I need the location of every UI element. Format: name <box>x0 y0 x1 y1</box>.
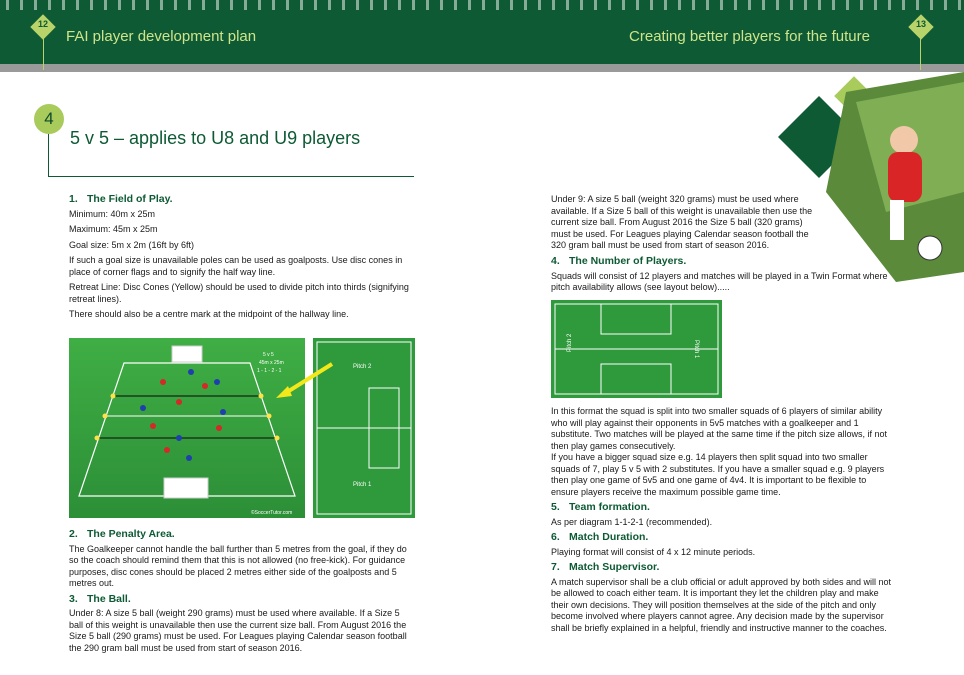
field-outline <box>79 363 295 496</box>
formation-label-1: 5 v 5 <box>263 352 274 358</box>
diagram-copyright: ©SoccerTutor.com <box>251 510 293 516</box>
formation-label-2: 45m x 25m <box>259 360 284 366</box>
cone-markers <box>95 394 280 441</box>
heading-text: Team formation. <box>569 501 650 513</box>
heading-text: Match Supervisor. <box>569 561 660 573</box>
left-column-bottom <box>69 529 414 658</box>
small-pitch-box-top <box>601 304 671 334</box>
field-minimum: Minimum: 40m x 25m <box>69 208 156 219</box>
heading-field-of-play <box>69 194 409 206</box>
under-9-ball-paragraph: Under 9: A size 5 ball (weight 320 grams) must be used where available. If a Size 5 ball of this weight is unavailable then use the current size ball. From August 2016 the Size 5 ball (320 grams) must be used. For Leagues playing Calendar season football the 320 gram ball must be used from start of season 2016. <box>551 194 813 250</box>
centre-mark-paragraph: There should also be a centre mark at the midpoint of the hallway line. <box>69 309 349 319</box>
penalty-area-paragraph: The Goalkeeper cannot handle the ball further than 5 metres from the goal, if they do so the coach should remind them that this is not allowed (no free-kick). For guidance purposes, disc cones should be placed 2 metres either side of the goalposts and 5 metres out. <box>69 543 407 588</box>
twin-format-pitch <box>551 300 722 398</box>
field-maximum: Maximum: 45m x 25m <box>69 224 158 234</box>
heading-penalty-area <box>69 529 414 541</box>
blue-players <box>140 369 226 461</box>
section-line-vertical <box>48 134 49 176</box>
goalposts-paragraph: If such a goal size is unavailable poles can be used as goalposts. Use disc cones in place of corner flags and to signify the half way line. <box>69 255 403 277</box>
supervisor-paragraph: A match supervisor shall be a club official or adult approved by both sides and will not be allowed to coach either team. It is important they let the children play and make their own decisions. They will position themselves at the side of the pitch and only become involved where players cannot agree. Any decision made by the supervisor shall be briefly explained in a helpful, friendly and instructive manner to the coaches. <box>551 576 892 633</box>
duration-paragraph: Playing format will consist of 4 x 12 minute periods. <box>551 546 756 557</box>
formation-label-3: 1 - 1 - 2 - 1 <box>257 368 282 374</box>
squad-size-paragraph: If you have a bigger squad size e.g. 14 players then split squad into two smaller squads of 7, play 5 v 5 with 2 substitutes. If you have a smaller squad e.g. 9 players then play one game of 5v5 and one game of 4v4. It is important to be flexible to ensure players receive the maximum possible game time. <box>551 452 885 497</box>
right-column-bottom <box>551 406 896 638</box>
twin-format-svg <box>551 300 722 398</box>
heading-number: 3. <box>69 592 78 605</box>
page-number-left: 12 <box>37 19 48 29</box>
heading-number: 4. <box>551 255 560 267</box>
section-number-badge: 4 <box>34 104 64 134</box>
heading-the-ball <box>69 594 414 606</box>
heading-number: 5. <box>551 501 560 513</box>
heading-number: 7. <box>551 561 560 573</box>
goal-top <box>172 346 202 362</box>
heading-text: The Ball. <box>87 592 131 605</box>
heading-text: The Penalty Area. <box>87 528 175 540</box>
heading-number: 2. <box>69 528 78 540</box>
header-texture <box>0 0 964 10</box>
heading-number: 6. <box>551 531 560 543</box>
heading-text: The Number of Players. <box>569 255 687 267</box>
heading-text: Match Duration. <box>569 531 649 543</box>
small-pitch-2-label: Pitch 2 <box>567 333 573 352</box>
left-column <box>69 194 409 325</box>
goal-size: Goal size: 5m x 2m (16ft by 6ft) <box>69 239 195 250</box>
under-8-ball-paragraph: Under 8: A size 5 ball (weight 290 grams) must be used where available. If a Size 5 ball of this weight is unavailable then use the current size ball. From August 2016 the Size 5 ball (290 grams) must be used. For Leagues playing Calendar season football the 290 gram ball must be used from start of season 2016. <box>69 608 407 653</box>
heading-match-supervisor <box>551 562 896 574</box>
format-paragraph: In this format the squad is split into two smaller squads of 6 players of similar ability who will play against their opponents in 5v5 matches with a goalkeeper and 1 substitute. Two matches will be played at the same time if the pitch size allows, if not then play games consecutively. <box>551 406 887 451</box>
header-title-right: Creating better players for the future <box>629 28 870 45</box>
goal-bottom <box>164 478 208 498</box>
heading-team-formation <box>551 502 896 514</box>
retreat-line-paragraph: Retreat Line: Disc Cones (Yellow) should be used to divide pitch into thirds (signifying retreat lines). <box>69 282 409 304</box>
pitch-1-label: Pitch 1 <box>353 482 372 488</box>
header-title-left: FAI player development plan <box>66 28 257 45</box>
small-pitch-1-label: Pitch 1 <box>693 340 699 359</box>
pitch-2-label: Pitch 2 <box>353 364 372 370</box>
formation-paragraph: As per diagram 1-1-2-1 (recommended). <box>551 516 713 527</box>
page-number-right: 13 <box>915 19 926 29</box>
header-stripe <box>0 64 964 72</box>
player-photo <box>826 72 964 282</box>
arrow-icon <box>270 360 340 400</box>
heading-number: 1. <box>69 193 78 205</box>
heading-match-duration <box>551 532 896 544</box>
small-pitch-box-bottom <box>601 364 671 394</box>
right-column-top <box>551 194 821 256</box>
section-line-horizontal <box>48 176 414 177</box>
squads-paragraph: Squads will consist of 12 players and matches will be played in a Twin Format where pitch availability allows (see layout below)..... <box>551 270 888 292</box>
section-title: 5 v 5 – applies to U8 and U9 players <box>70 128 361 148</box>
heading-text: The Field of Play. <box>87 193 173 205</box>
